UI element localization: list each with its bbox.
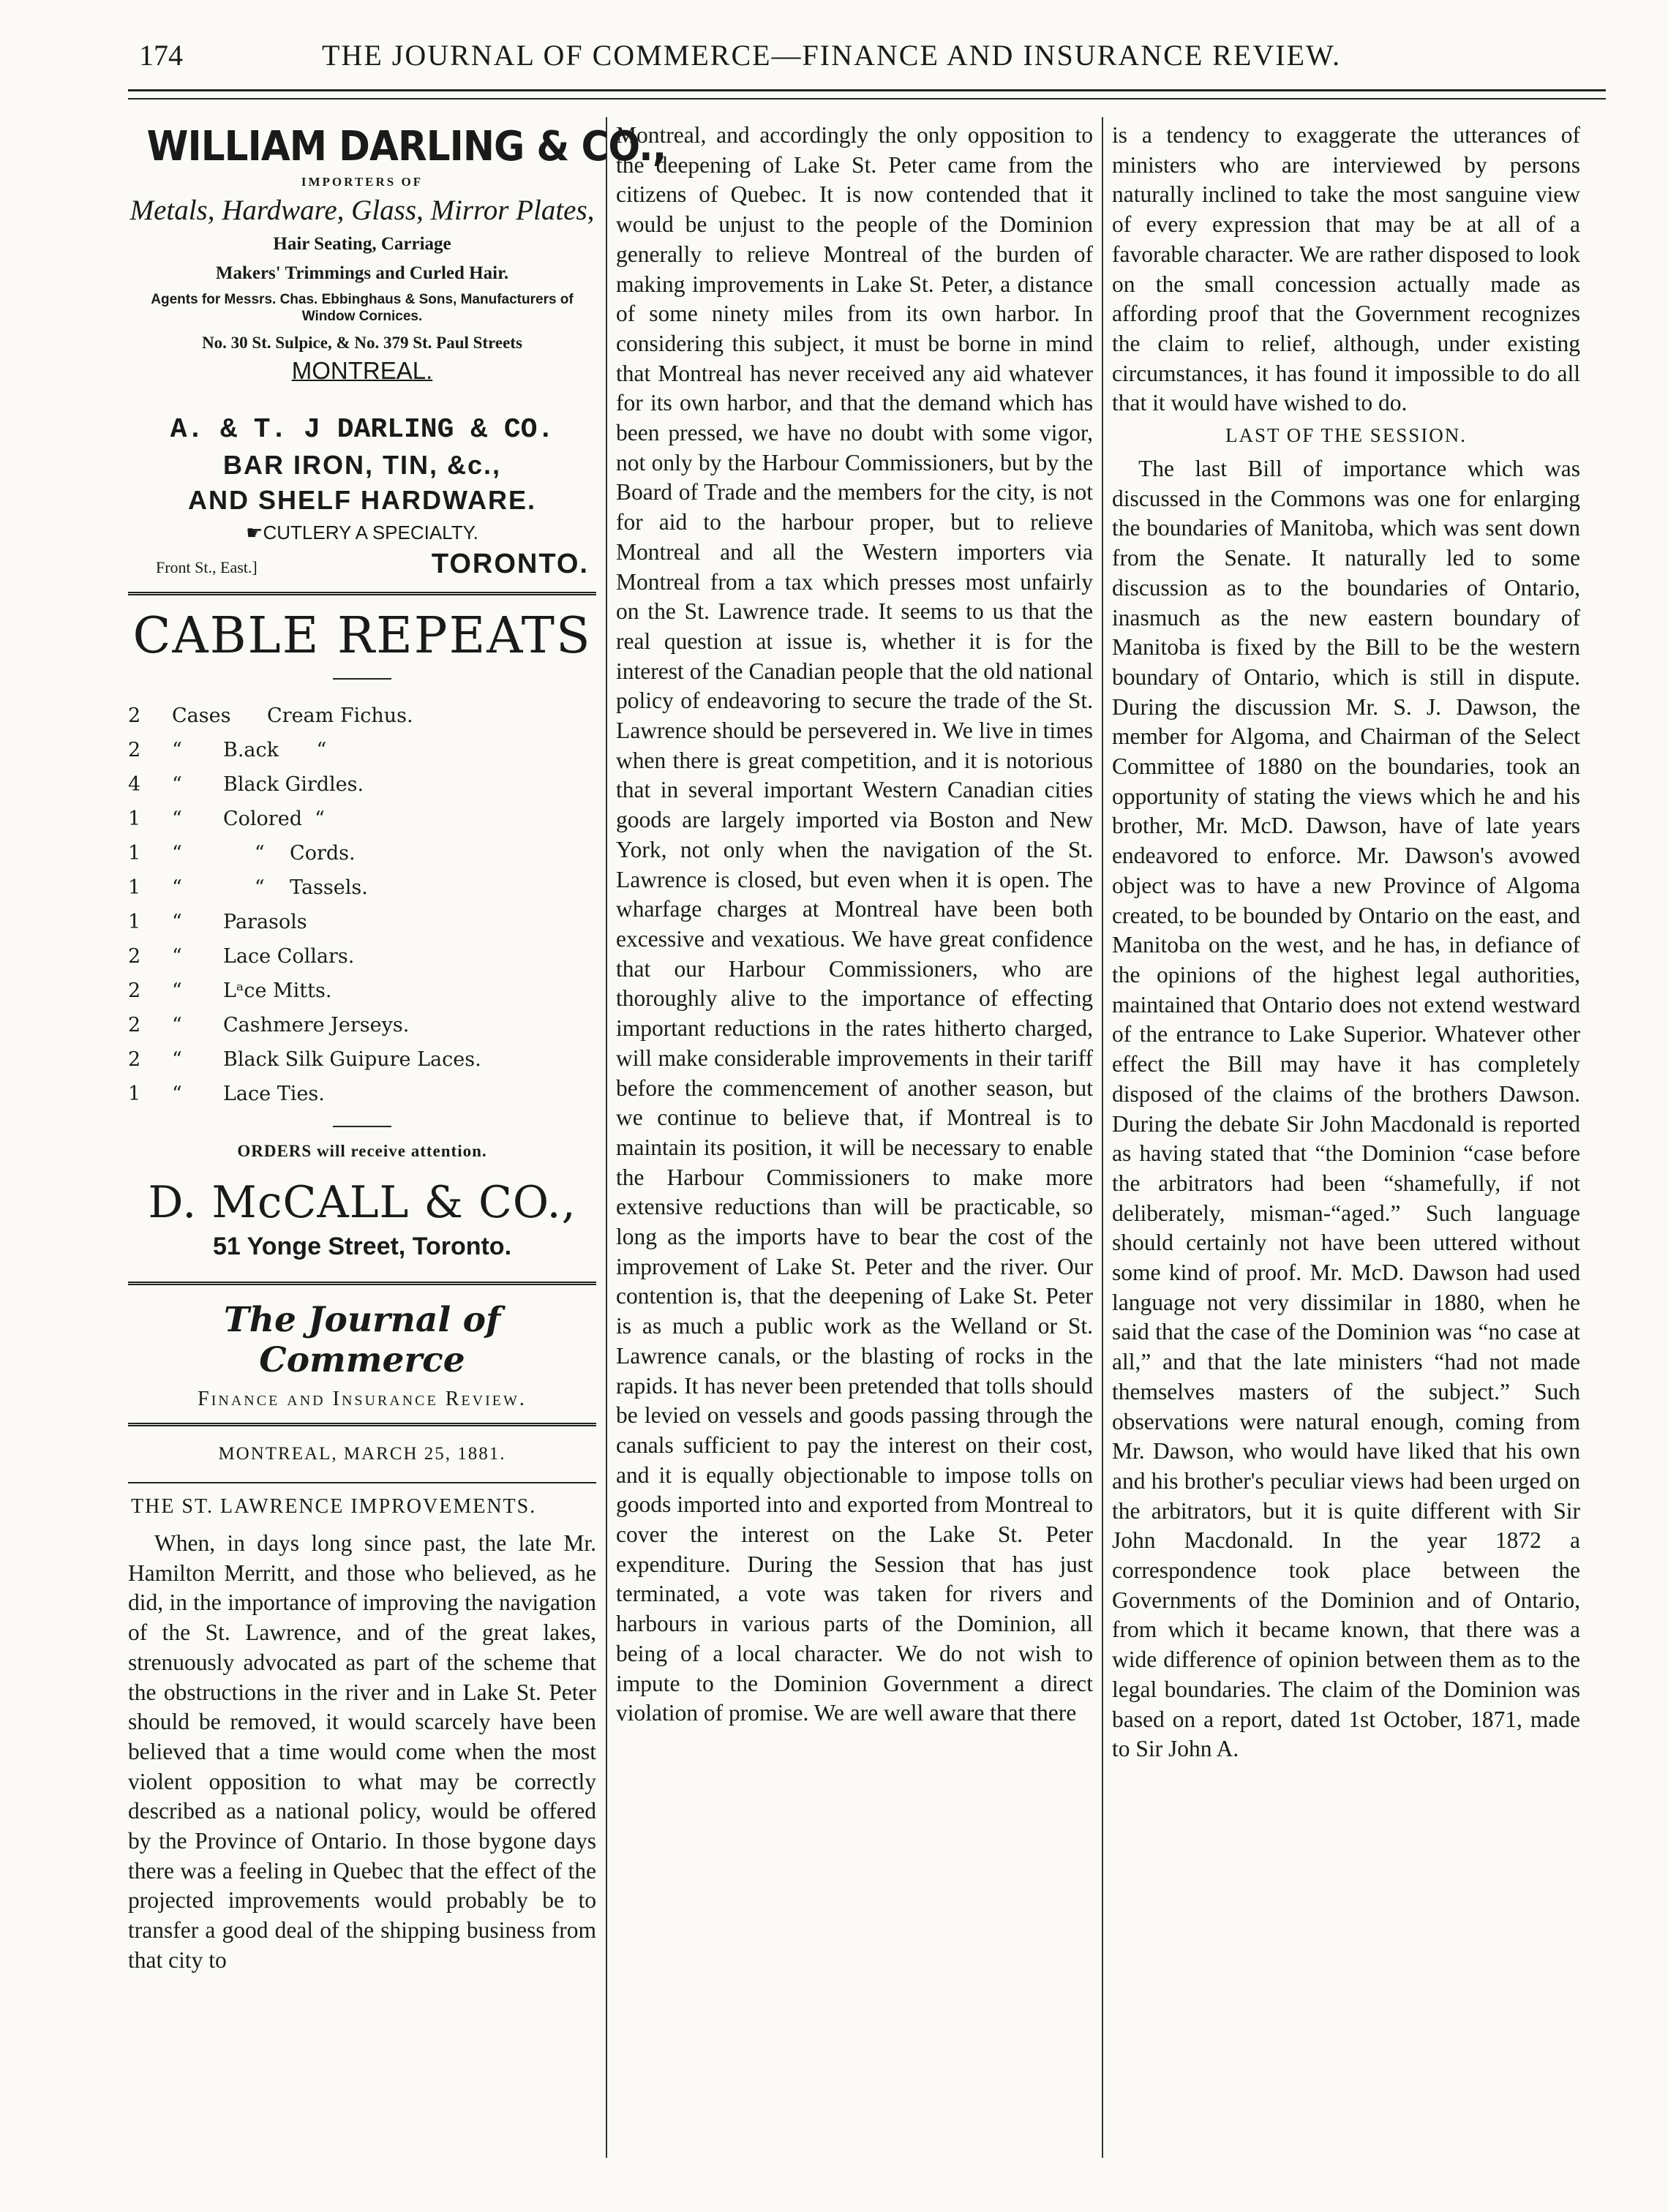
item-ditto: “ bbox=[172, 842, 182, 865]
running-title: THE JOURNAL OF COMMERCE—FINANCE AND INSURANCE REVIEW. bbox=[322, 39, 1342, 72]
list-item bbox=[128, 1042, 596, 1077]
list-item bbox=[128, 836, 596, 870]
list-item bbox=[128, 974, 596, 1008]
goods-line: Metals, Hardware, Glass, Mirror Plates, bbox=[129, 195, 595, 226]
divider bbox=[128, 592, 596, 595]
item-text: Parasols bbox=[223, 911, 307, 933]
item-text: Cashmere Jerseys. bbox=[223, 1014, 410, 1037]
article-text-col3: is a tendency to exaggerate the utterances of ministers who are interviewed by persons naturally inclined to take the most sanguine view of every expression that may be at all of a favorable character. We are rather disposed to look on the small concession actually made as affording proof that the Government recognizes the claim to relief, although, under existing circumstances, it has found it impossible to do all that it would have wished to do. bbox=[1112, 122, 1580, 416]
item-ditto: “ bbox=[172, 911, 182, 933]
short-rule bbox=[333, 1126, 391, 1127]
list-item bbox=[128, 802, 596, 836]
list-item bbox=[128, 1008, 596, 1042]
divider bbox=[128, 1423, 596, 1426]
item-ditto: “ bbox=[172, 1083, 182, 1105]
item-text: Lace Ties. bbox=[223, 1083, 325, 1105]
divider bbox=[128, 1282, 596, 1285]
hair-line-1: Hair Seating, Carriage bbox=[273, 234, 451, 254]
column-2 bbox=[616, 121, 1093, 1728]
item-ditto: “ bbox=[172, 808, 182, 830]
dateline: MONTREAL, MARCH 25, 1881. bbox=[218, 1444, 506, 1464]
column-divider-2 bbox=[1102, 117, 1103, 2158]
item-text: Cream Fichus. bbox=[267, 704, 413, 727]
item-ditto: “ bbox=[172, 979, 182, 1002]
item-text: Lᵃce Mitts. bbox=[223, 979, 332, 1002]
city-label: TORONTO. bbox=[431, 549, 589, 579]
product-line-1: BAR IRON, TIN, &c., bbox=[222, 450, 502, 480]
item-text: Colored “ bbox=[223, 808, 325, 830]
article2-text: The last Bill of importance which was discussed in the Commons was one for enlarging the boundaries of Manitoba, which was sent down from the Senate. It naturally led to some discussion as to the boundaries of Ontario, inasmuch as the new eastern boundary of Manitoba is fixed by the Bill to be the western boundary of Ontario, which is still in dispute. During the discussion Mr. S. J. Dawson, the member for Algoma, and Chairman of the Select Committee of 1880 on the boundaries, took an opportunity of stating the views which he and his brother, Mr. McD. Dawson, have of late years endeavored to enforce. Mr. Dawson's avowed object was to have a new Province of Algoma created, to be bounded by Ontario on the east, and Manitoba on the west, and he has, in defiance of the opinions of the highest legal authorities, maintained that Ontario does not extend westward of the entrance to Lake Superior. Whatever other effect the Bill may have it has completely disposed of the claims of the brothers Dawson. During the debate Sir John Macdonald is reported as having stated that “the Dominion “case before the arbitrators had been “shamefully, if not deliberately, misman-“aged.” Such language should certainly not have been uttered without some kind of proof. Mr. McD. Dawson had used language not very dissimilar in 1880, when he said that the case of the Dominion was “no case at all,” and that the late ministers “had not made themselves masters of the subject.” Such observations were natural enough, coming from Mr. Dawson, who would have liked that his own and his brother's peculiar views had been urged on the arbitrators, but it is quite different with Sir John Macdonald. In the year 1872 a correspondence took place between the Governments of the Dominion and of Ontario, from which it became known, that there was a wide difference of opinion between them as to the legal boundaries. The claim of the Dominion was based on a report, dated 1st October, 1871, made to Sir John A. bbox=[1112, 456, 1580, 1762]
item-quantity: 1 bbox=[128, 808, 141, 830]
item-quantity: 1 bbox=[128, 842, 141, 865]
ad-cable-repeats bbox=[128, 607, 596, 1261]
item-ditto: Cases bbox=[172, 704, 231, 727]
list-item bbox=[128, 699, 596, 733]
column-divider-1 bbox=[606, 117, 607, 2158]
item-quantity: 2 bbox=[128, 1014, 141, 1037]
masthead-title: The Journal of Commerce bbox=[223, 1300, 501, 1380]
item-text: Black Girdles. bbox=[223, 773, 364, 796]
firm-address: 51 Yonge Street, Toronto. bbox=[212, 1233, 512, 1260]
item-ditto: “ bbox=[172, 945, 182, 968]
item-text: Lace Collars. bbox=[223, 945, 355, 968]
list-item bbox=[128, 767, 596, 802]
item-ditto: “ bbox=[172, 876, 182, 899]
address-row bbox=[128, 549, 596, 580]
header-rule-thin bbox=[128, 98, 1606, 99]
article2-heading: LAST OF THE SESSION. bbox=[1225, 424, 1468, 447]
item-ditto: “ bbox=[172, 1014, 182, 1037]
agents-line: Agents for Messrs. Chas. Ebbinghaus & Sons, Manufacturers of Window Cornices. bbox=[151, 292, 574, 324]
advertiser-name: A. & T. J DARLING & CO. bbox=[170, 414, 555, 445]
list-item bbox=[128, 870, 596, 905]
list-item bbox=[128, 905, 596, 939]
address-line: No. 30 St. Sulpice, & No. 379 St. Paul Streets bbox=[202, 334, 522, 352]
item-list bbox=[128, 699, 596, 1111]
city-line: MONTREAL. bbox=[291, 357, 433, 384]
item-quantity: 1 bbox=[128, 1083, 141, 1105]
article-text-col2: Montreal, and accordingly the only opposition to the deepening of Lake St. Peter came from the citizens of Quebec. It is now contended that it would be unjust to the people of the Dominion generally to relieve Montreal of the burden of making improvements in Lake St. Peter, a distance of some ninety miles from its own harbor. In considering this subject, it must be borne in mind that Montreal has never received any aid whatever for its own harbor, and that the demand which has been pressed, we have no doubt with some vigor, not only by the Harbour Commissioners, but by the Board of Trade and the members for the city, is not for aid to the harbour proper, but to relieve Montreal and all the Western importers via Montreal from a tax which presses most unfairly on the St. Lawrence trade. It seems to us that the real question at issue is, whether it is for the interest of the Canadian people that the old national policy of endeavoring to secure the trade of the St. Lawrence should be persevered in. We live in times when there is great competition, and it is notorious that in several important Western Canadian cities goods are largely imported via Boston and New York, not only when the navigation of the St. Lawrence is closed, but even when it is open. The wharfage charges at Montreal have been both excessive and vexatious. We have great confidence that our Harbour Commissioners, who are thoroughly alive to the importance of effecting important reductions in the rates hitherto charged, will make considerable improvements in their tariff before the commencement of another season, but we continue to believe that, if Montreal is to maintain its position, it will be necessary to enable the Harbour Commissioners to make more extensive reductions than will be practicable, so long as the imports have to bear the cost of the improvement of Lake St. Peter and the river. Our contention is, that the deepening of Lake St. Peter is as much a public work as the Welland or St. Lawrence canals, or the blasting of rocks in the rapids. It has never been pretended that tolls should be levied on vessels and goods passing through the canals sufficient to pay the interest on their cost, and it is equally objectionable to impose tolls on goods imported into and exported from Montreal to cover the interest on the Lake St. Peter expenditure. During the Session that has just terminated, a vote was taken for rivers and harbours in various parts of the Dominion, all being of a local character. We do not wish to impute to the Dominion Government a direct violation of promise. We are well aware that there bbox=[616, 122, 1093, 1726]
divider bbox=[128, 1482, 596, 1483]
column-3 bbox=[1112, 121, 1580, 1764]
street-label: Front St., East.] bbox=[156, 558, 258, 576]
item-quantity: 2 bbox=[128, 704, 141, 727]
item-text: “ Tassels. bbox=[223, 876, 368, 899]
page-number: 174 bbox=[139, 39, 183, 72]
product-line-2: AND SHELF HARDWARE. bbox=[188, 485, 536, 515]
item-text: B.ack “ bbox=[223, 739, 327, 761]
list-item bbox=[128, 1077, 596, 1111]
short-rule bbox=[333, 678, 391, 680]
hair-line-2: Makers' Trimmings and Curled Hair. bbox=[215, 263, 509, 283]
firm-name: D. McCALL & CO., bbox=[148, 1177, 576, 1228]
orders-line: ORDERS will receive attention. bbox=[237, 1142, 487, 1160]
item-quantity: 4 bbox=[128, 773, 141, 796]
masthead bbox=[128, 1300, 596, 1411]
item-quantity: 1 bbox=[128, 876, 141, 899]
item-ditto: “ bbox=[172, 1048, 182, 1071]
header-rule bbox=[128, 89, 1606, 91]
cable-repeats-title: CABLE REPEATS bbox=[132, 607, 592, 665]
ad-tj-darling bbox=[128, 414, 596, 580]
article-text-col1: When, in days long since past, the late Mr. Hamilton Merritt, and those who believed, as he did, in the importance of improving the navigation of the St. Lawrence, and of the great lakes, strenuously advocated as part of the scheme that the obstructions in the river and in Lake St. Peter should be removed, it would scarcely have been believed that a time would come when the most violent opposition to what may be correctly described as a national policy, would be offered by the Province of Ontario. In those bygone days there was a feeling in Quebec that the effect of the projected improvements would probably be to transfer a good deal of the shipping business from that city to bbox=[128, 1530, 596, 1973]
item-quantity: 2 bbox=[128, 945, 141, 968]
article-heading: THE ST. LAWRENCE IMPROVEMENTS. bbox=[131, 1495, 537, 1518]
item-quantity: 2 bbox=[128, 979, 141, 1002]
item-quantity: 1 bbox=[128, 911, 141, 933]
item-quantity: 2 bbox=[128, 1048, 141, 1071]
masthead-subtitle: Finance and Insurance Review. bbox=[198, 1388, 527, 1410]
importers-label: IMPORTERS OF bbox=[301, 175, 424, 189]
item-quantity: 2 bbox=[128, 739, 141, 761]
advertiser-name: WILLIAM DARLING & CO., bbox=[146, 123, 666, 170]
ad-william-darling bbox=[128, 123, 666, 385]
list-item bbox=[128, 939, 596, 974]
column-1 bbox=[128, 117, 666, 1976]
item-text: “ Cords. bbox=[223, 842, 356, 865]
cutlery-line: ☛CUTLERY A SPECIALTY. bbox=[246, 522, 478, 543]
item-text: Black Silk Guipure Laces. bbox=[223, 1048, 481, 1071]
item-ditto: “ bbox=[172, 773, 182, 796]
list-item bbox=[128, 733, 596, 767]
item-ditto: “ bbox=[172, 739, 182, 761]
